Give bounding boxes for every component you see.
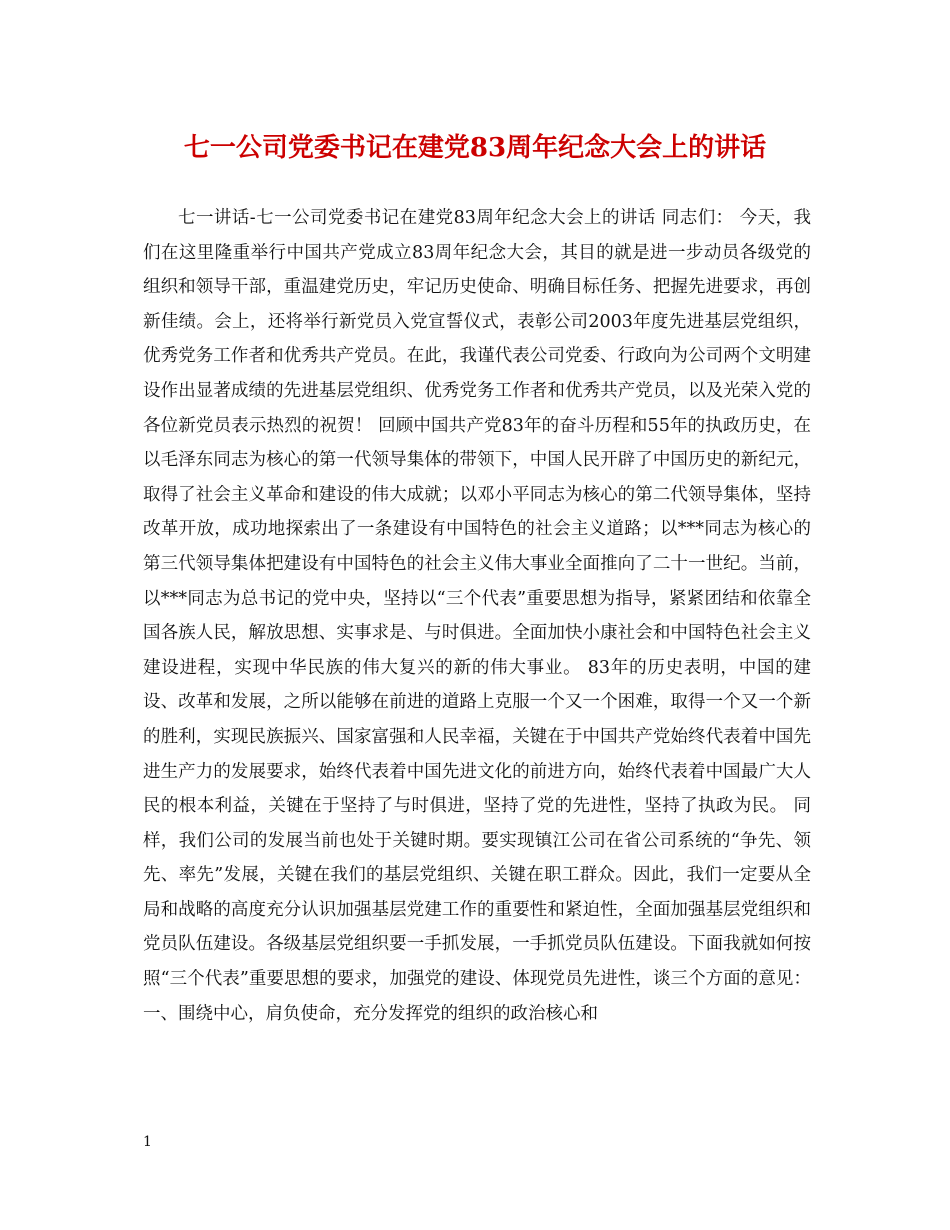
document-title: 七一公司党委书记在建党83周年纪念大会上的讲话 [183,133,767,163]
document-body: 七一讲话-七一公司党委书记在建党83周年纪念大会上的讲话 同志们： 今天，我们在这里隆重举行中国共产党成立83周年纪念大会，其目的就是进一步动员各级党的组织和领导干部，重温建党历史，牢记历史使命、明确目标任务、把握先进要求，再创新佳绩。会上，还将举行新党员入党宣誓仪式，表彰公司2003年度先进基层党组织，优秀党务工作者和优秀共产党员。在此，我谨代表公司党委、行政向为公司两个文明建设作出显著成绩的先进基层党组织、优秀党务工作者和优秀共产党员，以及光荣入党的各位新党员表示热烈的祝贺！ 回顾中国共产党83年的奋斗历程和55年的执政历史，在以毛泽东同志为核心的第一代领导集体的带领下，中国人民开辟了中国历史的新纪元，取得了社会主义革命和建设的伟大成就；以邓小平同志为核心的第二代领导集体，坚持改革开放，成功地探索出了一条建设有中国特色的社会主义道路；以***同志为核心的第三代领导集体把建设有中国特色的社会主义伟大事业全面推向了二十一世纪。当前，以***同志为总书记的党中央，坚持以“三个代表”重要思想为指导，紧紧团结和依靠全国各族人民，解放思想、实事求是、与时俱进。全面加快小康社会和中国特色社会主义建设进程，实现中华民族的伟大复兴的新的伟大事业。 83年的历史表明，中国的建设、改革和发展，之所以能够在前进的道路上克服一个又一个困难，取得一个又一个新的胜利，实现民族振兴、国家富强和人民幸福，关键在于中国共产党始终代表着中国先进生产力的发展要求，始终代表着中国先进文化的前进方向，始终代表着中国最广大人民的根本利益，关键在于坚持了与时俱进，坚持了党的先进性，坚持了执政为民。 同样，我们公司的发展当前也处于关键时期。要实现镇江公司在省公司系统的“争先、领先、率先”发展，关键在我们的基层党组织、关键在职工群众。因此，我们一定要从全局和战略的高度充分认识加强基层党建工作的重要性和紧迫性，全面加强基层党组织和党员队伍建设。各级基层党组织要一手抓发展，一手抓党员队伍建设。下面我就如何按照“三个代表”重要思想的要求，加强党的建设、体现党员先进性，谈三个方面的意见： 一、围绕中心，肩负使命，充分发挥党的组织的政治核心和 [143,208,811,1024]
page-number: 1 [143,1134,152,1150]
